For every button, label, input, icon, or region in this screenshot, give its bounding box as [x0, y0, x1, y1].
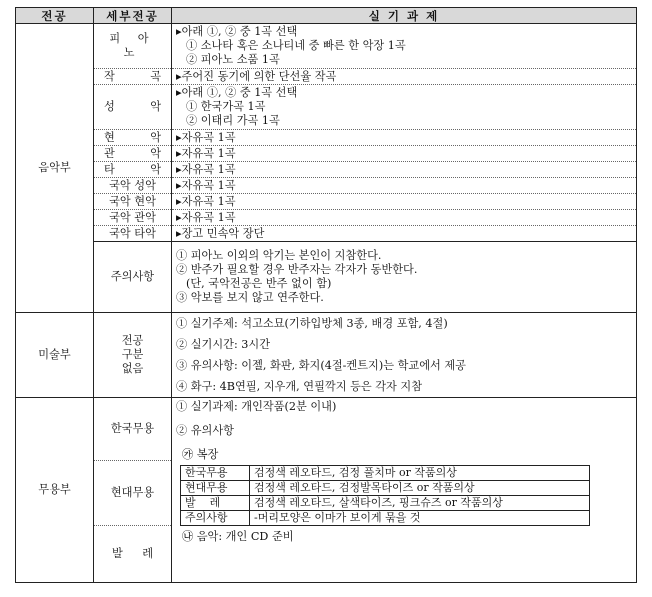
- task-piano: [172, 24, 637, 69]
- sub-art-none: [94, 313, 172, 398]
- header-sub-major: 세부전공: [94, 8, 172, 24]
- task-line: ② 유의사항: [176, 424, 234, 437]
- sub-piano: 피 아 노: [94, 24, 172, 69]
- task-line: ④ 화구: 4B연필, 지우개, 연필깍지 등은 각자 지참: [176, 379, 423, 393]
- table-header: [16, 8, 637, 24]
- note-line: ② 반주가 필요할 경우 반주자는 각자가 동반한다.: [176, 263, 418, 276]
- task-korean-percussion: ▸장고 민속악 장단: [172, 226, 637, 242]
- header-major: 전공: [16, 8, 94, 24]
- exam-requirements-document: [15, 7, 637, 583]
- sub-vocal: 성 악: [94, 85, 172, 130]
- table-row: [16, 398, 637, 461]
- sub-strings: 현 악: [94, 130, 172, 146]
- task-korean-winds: ▸자유곡 1곡: [172, 210, 637, 226]
- sub-art-line: 전공: [121, 334, 144, 347]
- costume-key: 발 레: [181, 496, 250, 511]
- sub-korean-vocal: 국악 성악: [94, 178, 172, 194]
- table-row: [16, 130, 637, 146]
- table-row: [181, 466, 590, 481]
- sub-winds: 관 악: [94, 146, 172, 162]
- sub-ballet: 발 레: [94, 526, 172, 583]
- table-row: [16, 194, 637, 210]
- music-notes: [172, 242, 637, 313]
- task-strings: ▸자유곡 1곡: [172, 130, 637, 146]
- task-line: ③ 유의사항: 이젤, 화판, 화지(4절-켄트지)는 학교에서 제공: [176, 358, 466, 372]
- sub-notes: 주의사항: [94, 242, 172, 313]
- dept-art: 미술부: [16, 313, 94, 398]
- art-tasks: [172, 313, 637, 398]
- table-row: [16, 24, 637, 69]
- costume-key: 한국무용: [181, 466, 250, 481]
- sub-percussion: 타 악: [94, 162, 172, 178]
- task-line: ② 이태리 가곡 1곡: [186, 114, 280, 127]
- task-vocal: [172, 85, 637, 130]
- table-row: [16, 210, 637, 226]
- dept-music: 음악부: [16, 24, 94, 313]
- task-korean-strings: ▸자유곡 1곡: [172, 194, 637, 210]
- costume-value: 검정색 레오타드, 살색타이즈, 핑크슈즈 or 작품의상: [250, 496, 590, 511]
- table-row: [16, 162, 637, 178]
- costume-value: 검정색 레오타드, 검정 풀치마 or 작품의상: [250, 466, 590, 481]
- table-row: [16, 146, 637, 162]
- header-task: 실 기 과 제: [172, 8, 637, 24]
- table-row: [181, 496, 590, 511]
- note-line: ③ 악보를 보지 않고 연주한다.: [176, 291, 324, 304]
- table-row: [16, 178, 637, 194]
- task-line: ▸아래 ①, ② 중 1곡 선택: [176, 86, 298, 99]
- task-composition: [172, 69, 637, 85]
- costume-key: 현대무용: [181, 481, 250, 496]
- costume-value: 검정색 레오타드, 검정발목타이즈 or 작품의상: [250, 481, 590, 496]
- sub-korean-strings: 국악 현악: [94, 194, 172, 210]
- table-row: [16, 69, 637, 85]
- table-row: [16, 226, 637, 242]
- costume-key: 주의사항: [181, 511, 250, 526]
- sub-art-line: 구분: [121, 348, 144, 361]
- sub-korean-dance: 한국무용: [94, 398, 172, 461]
- table-row: [181, 481, 590, 496]
- task-line: ① 소나타 혹은 소나티네 중 빠른 한 악장 1곡: [186, 39, 406, 52]
- sub-korean-winds: 국악 관악: [94, 210, 172, 226]
- table-row: [16, 85, 637, 130]
- exam-table: [15, 7, 637, 583]
- sub-modern-dance: 현대무용: [94, 461, 172, 526]
- sub-art-line: 없음: [121, 362, 144, 375]
- table-row: [181, 511, 590, 526]
- task-line: ① 한국가곡 1곡: [186, 100, 266, 113]
- dance-tasks: [172, 398, 637, 583]
- task-korean-vocal: ▸자유곡 1곡: [172, 178, 637, 194]
- task-percussion: ▸자유곡 1곡: [172, 162, 637, 178]
- sub-korean-percussion: 국악 타악: [94, 226, 172, 242]
- task-line: ② 피아노 소품 1곡: [186, 53, 280, 66]
- note-line: (단, 국악전공은 반주 없이 함): [186, 277, 332, 290]
- dept-dance: 무용부: [16, 398, 94, 583]
- task-line: ① 실기과제: 개인작품(2분 이내): [176, 400, 337, 413]
- task-line: ① 실기주제: 석고소묘(기하입방체 3종, 배경 포함, 4절): [176, 316, 448, 330]
- task-line: ㉮ 복장: [182, 448, 219, 461]
- task-line: ㉯ 음악: 개인 CD 준비: [182, 530, 294, 543]
- table-row: [16, 313, 637, 398]
- costume-table: [180, 465, 590, 526]
- task-line: ② 실기시간: 3시간: [176, 337, 271, 351]
- sub-composition: 작 곡: [94, 69, 172, 85]
- costume-value: -머리모양은 이마가 보이게 묶을 것: [250, 511, 590, 526]
- note-line: ① 피아노 이외의 악기는 본인이 지참한다.: [176, 249, 382, 262]
- task-line: ▸아래 ①, ② 중 1곡 선택: [176, 25, 298, 38]
- table-row: [16, 242, 637, 313]
- task-winds: ▸자유곡 1곡: [172, 146, 637, 162]
- task-line: ▸주어진 동기에 의한 단선율 작곡: [176, 69, 337, 83]
